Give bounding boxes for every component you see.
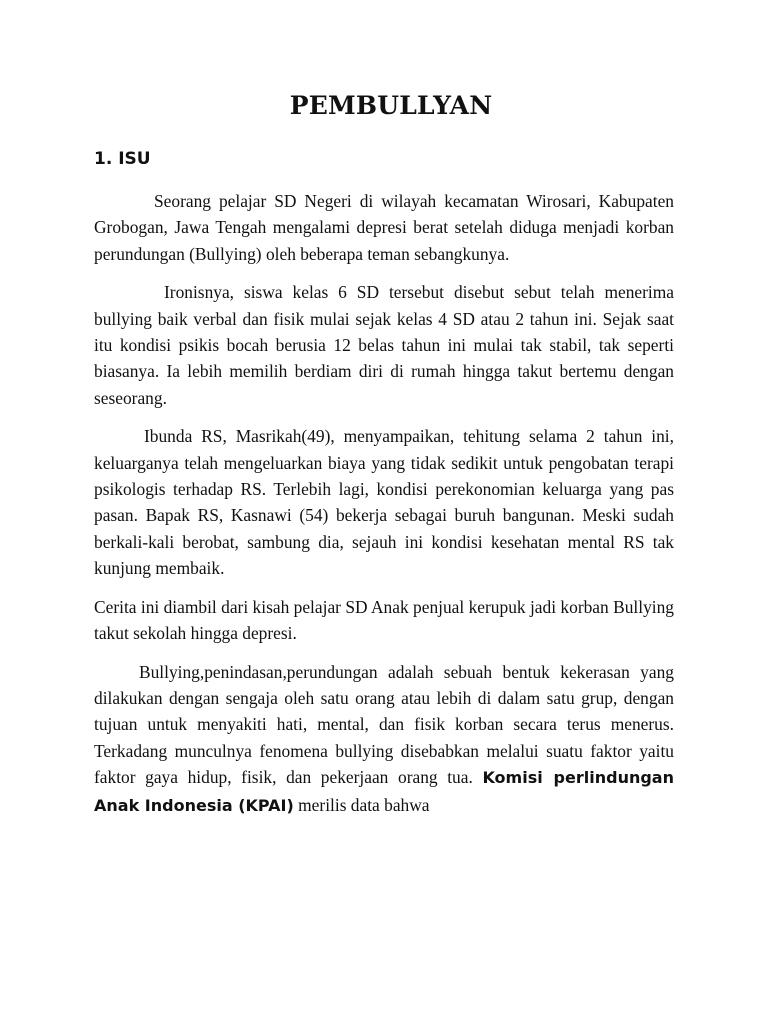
paragraph-5-tail: merilis data bahwa — [293, 794, 430, 815]
document-page — [94, 88, 674, 819]
paragraph-3: Ibunda RS, Masrikah(49), menyampaikan, tehitung selama 2 tahun ini, keluarganya telah mengeluarkan biaya yang tidak sedikit untuk pengobatan terapi psikologis terhadap RS. Terlebih lagi, kondisi perekonomian keluarga yang pas pasan. Bapak RS, Kasnawi (54) bekerja sebagai buruh bangunan. Meski sudah berkali-kali berobat, sambung dia, sejauh ini kondisi kesehatan mental RS tak kunjung membaik. — [94, 426, 674, 579]
paragraph-5 — [94, 659, 674, 819]
paragraph-5-bold: Komisi perlindungan Anak Indonesia (KPAI) — [94, 768, 674, 815]
paragraph-1: Seorang pelajar SD Negeri di wilayah kecamatan Wirosari, Kabupaten Grobogan, Jawa Tengah mengalami depresi berat setelah diduga menjadi korban perundungan (Bullying) oleh beberapa teman sebangkunya. — [94, 191, 674, 264]
page-title: PEMBULLYAN — [289, 91, 493, 120]
paragraph-4: Cerita ini diambil dari kisah pelajar SD Anak penjual kerupuk jadi korban Bullying takut sekolah hingga depresi. — [94, 596, 674, 644]
paragraph-2: Ironisnya, siswa kelas 6 SD tersebut disebut sebut telah menerima bullying baik verbal dan fisik mulai sejak kelas 4 SD atau 2 tahun ini. Sejak saat itu kondisi psikis bocah berusia 12 belas tahun ini mulai tak stabil, tak seperti biasanya. Ia lebih memilih berdiam diri di rumah hingga takut bertemu dengan seseorang. — [94, 282, 674, 408]
paragraph-5-text: Bullying,penindasan,perundungan adalah sebuah bentuk kekerasan yang dilakukan dengan sengaja oleh satu orang atau lebih di dalam satu grup, dengan tujuan untuk menyakiti hati, mental, dan fisik korban secara terus menerus. Terkadang munculnya fenomena bullying disebabkan melalui suatu faktor yaitu faktor gaya hidup, fisik, dan pekerjaan orang tua. — [94, 661, 674, 788]
section-heading: 1. ISU — [94, 149, 151, 169]
